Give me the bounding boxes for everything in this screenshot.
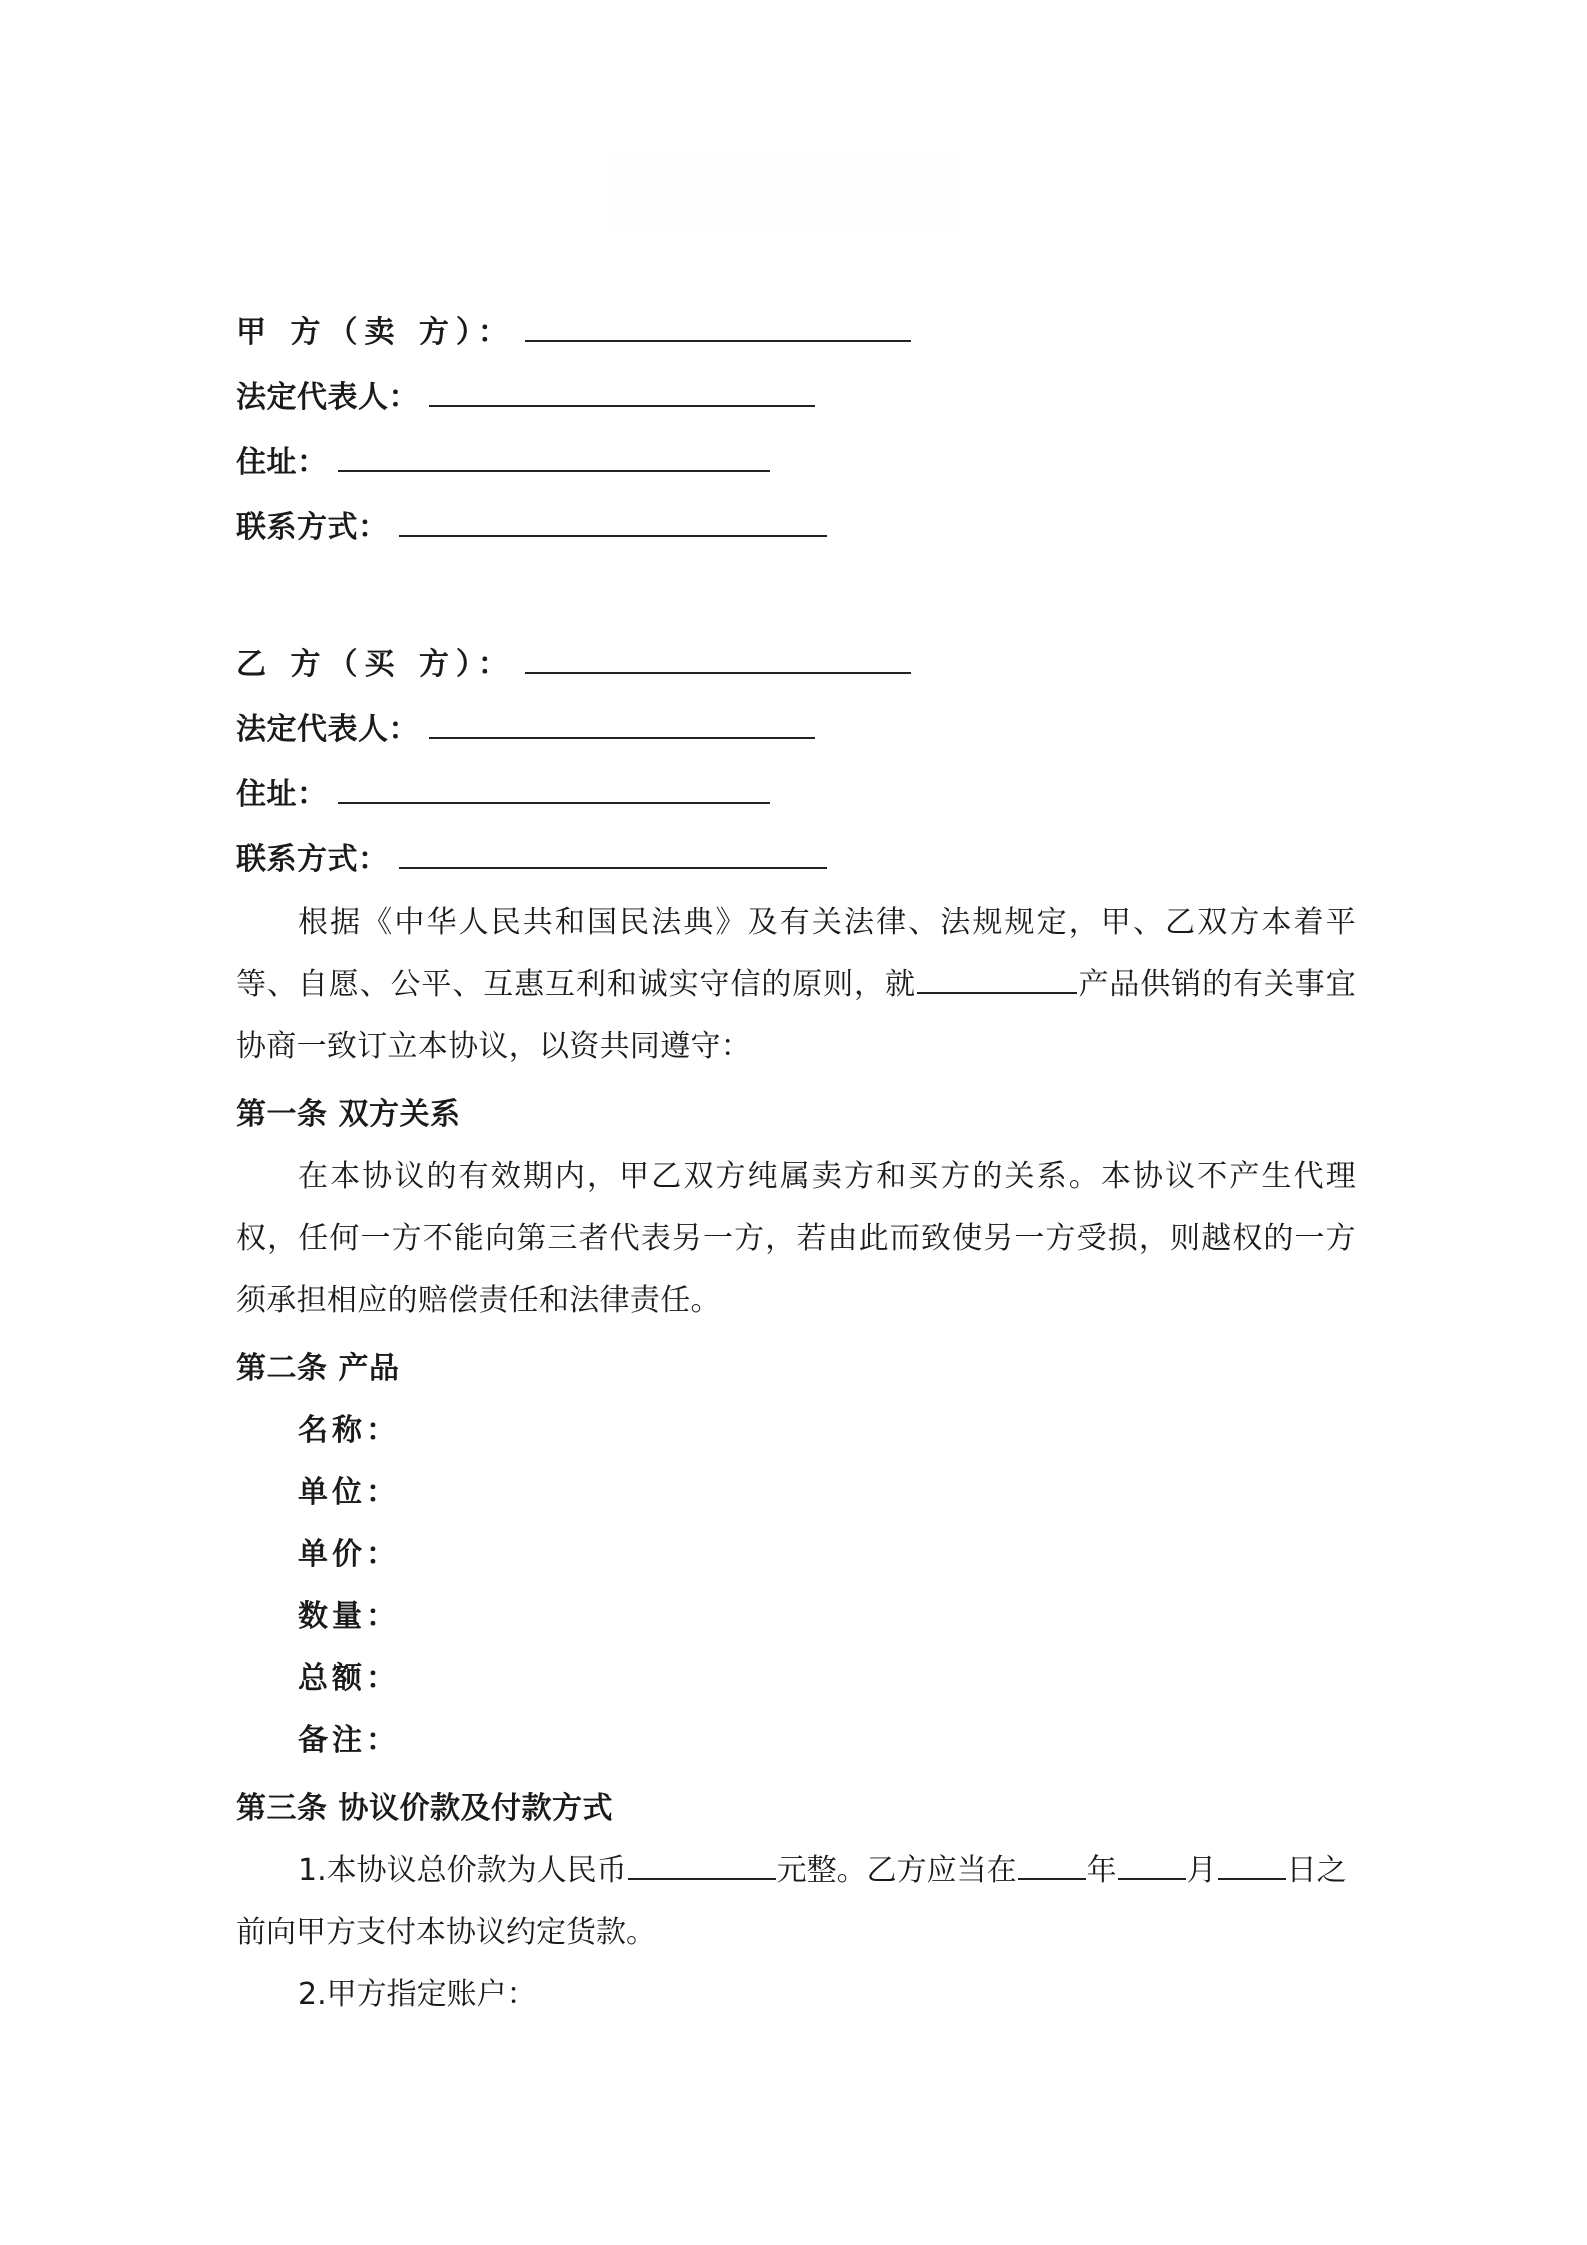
- seller-party-block: [236, 300, 1356, 560]
- buyer-contact-label: 联系方式：: [236, 842, 389, 877]
- buyer-contact-input[interactable]: [399, 829, 827, 869]
- product-field-name[interactable]: 名称：: [298, 1413, 400, 1448]
- seller-legal-rep-row: [236, 365, 1356, 430]
- buyer-contact-row: [236, 827, 1356, 892]
- clause-1-seg-5: 日之前向甲方支付本协议约定货款。: [236, 1853, 1347, 1950]
- redacted-title-block: [608, 158, 960, 226]
- product-field-list: [236, 1400, 1356, 1772]
- seller-address-row: [236, 430, 1356, 495]
- preamble-text-after: 产品供销的有关事宜协商一致订立本协议，以资共同遵守：: [236, 967, 1357, 1064]
- product-field-total[interactable]: 总额：: [298, 1661, 400, 1696]
- clause-1-seg-2: 元整。乙方应当在: [776, 1853, 1017, 1888]
- seller-legal-rep-label: 法定代表人：: [236, 380, 419, 415]
- product-field-unit[interactable]: 单位：: [298, 1475, 400, 1510]
- seller-contact-row: [236, 495, 1356, 560]
- preamble-text-before: 根据《中华人民共和国民法典》及有关法律、法规规定，甲、乙双方本着平等、自愿、公平、互惠互利和诚实守信的原则，就: [236, 905, 1356, 1002]
- seller-address-input[interactable]: [338, 432, 770, 472]
- buyer-party-input[interactable]: [525, 634, 911, 674]
- buyer-legal-rep-input[interactable]: [429, 699, 815, 739]
- clause-1-year-blank[interactable]: [1018, 1848, 1086, 1880]
- clause-1-seg-4: 月: [1186, 1853, 1217, 1888]
- seller-contact-input[interactable]: [399, 497, 827, 537]
- article-1-heading: 第一条 双方关系: [236, 1097, 461, 1132]
- buyer-party-block: [236, 632, 1356, 892]
- clause-1-seg-3: 年: [1086, 1853, 1117, 1888]
- buyer-address-row: [236, 762, 1356, 827]
- product-field-quantity[interactable]: 数量：: [298, 1599, 400, 1634]
- preamble-product-blank[interactable]: [917, 962, 1077, 994]
- seller-legal-rep-input[interactable]: [429, 367, 815, 407]
- seller-party-row: [236, 300, 1356, 365]
- product-field-remark[interactable]: 备注：: [298, 1723, 400, 1758]
- product-field-unit-price[interactable]: 单价：: [298, 1537, 400, 1572]
- seller-party-label: 甲 方（卖 方）：: [236, 315, 515, 350]
- clause-1-day-blank[interactable]: [1218, 1848, 1286, 1880]
- seller-address-label: 住址：: [236, 445, 328, 480]
- buyer-legal-rep-label: 法定代表人：: [236, 712, 419, 747]
- buyer-legal-rep-row: [236, 697, 1356, 762]
- buyer-party-label: 乙 方（买 方）：: [236, 647, 515, 682]
- seller-contact-label: 联系方式：: [236, 510, 389, 545]
- buyer-address-input[interactable]: [338, 764, 770, 804]
- clause-1-seg-1: 1.本协议总价款为人民币: [298, 1853, 627, 1888]
- clause-1-amount-blank[interactable]: [628, 1848, 776, 1880]
- seller-party-input[interactable]: [525, 302, 911, 342]
- document-content: [236, 300, 1356, 2026]
- article-3-heading: 第三条 协议价款及付款方式: [236, 1791, 613, 1826]
- buyer-party-row: [236, 632, 1356, 697]
- article-3-clause-1: [236, 1840, 1356, 1964]
- article-3-clause-2: 2.甲方指定账户：: [298, 1977, 537, 2012]
- preamble-paragraph: [236, 892, 1356, 1078]
- clause-1-month-blank[interactable]: [1118, 1848, 1186, 1880]
- article-2-heading: 第二条 产品: [236, 1351, 400, 1386]
- party-separator: [236, 560, 1356, 632]
- article-1-body: 在本协议的有效期内，甲乙双方纯属卖方和买方的关系。本协议不产生代理权，任何一方不能向第三者代表另一方，若由此而致使另一方受损，则越权的一方须承担相应的赔偿责任和法律责任。: [236, 1159, 1356, 1318]
- buyer-address-label: 住址：: [236, 777, 328, 812]
